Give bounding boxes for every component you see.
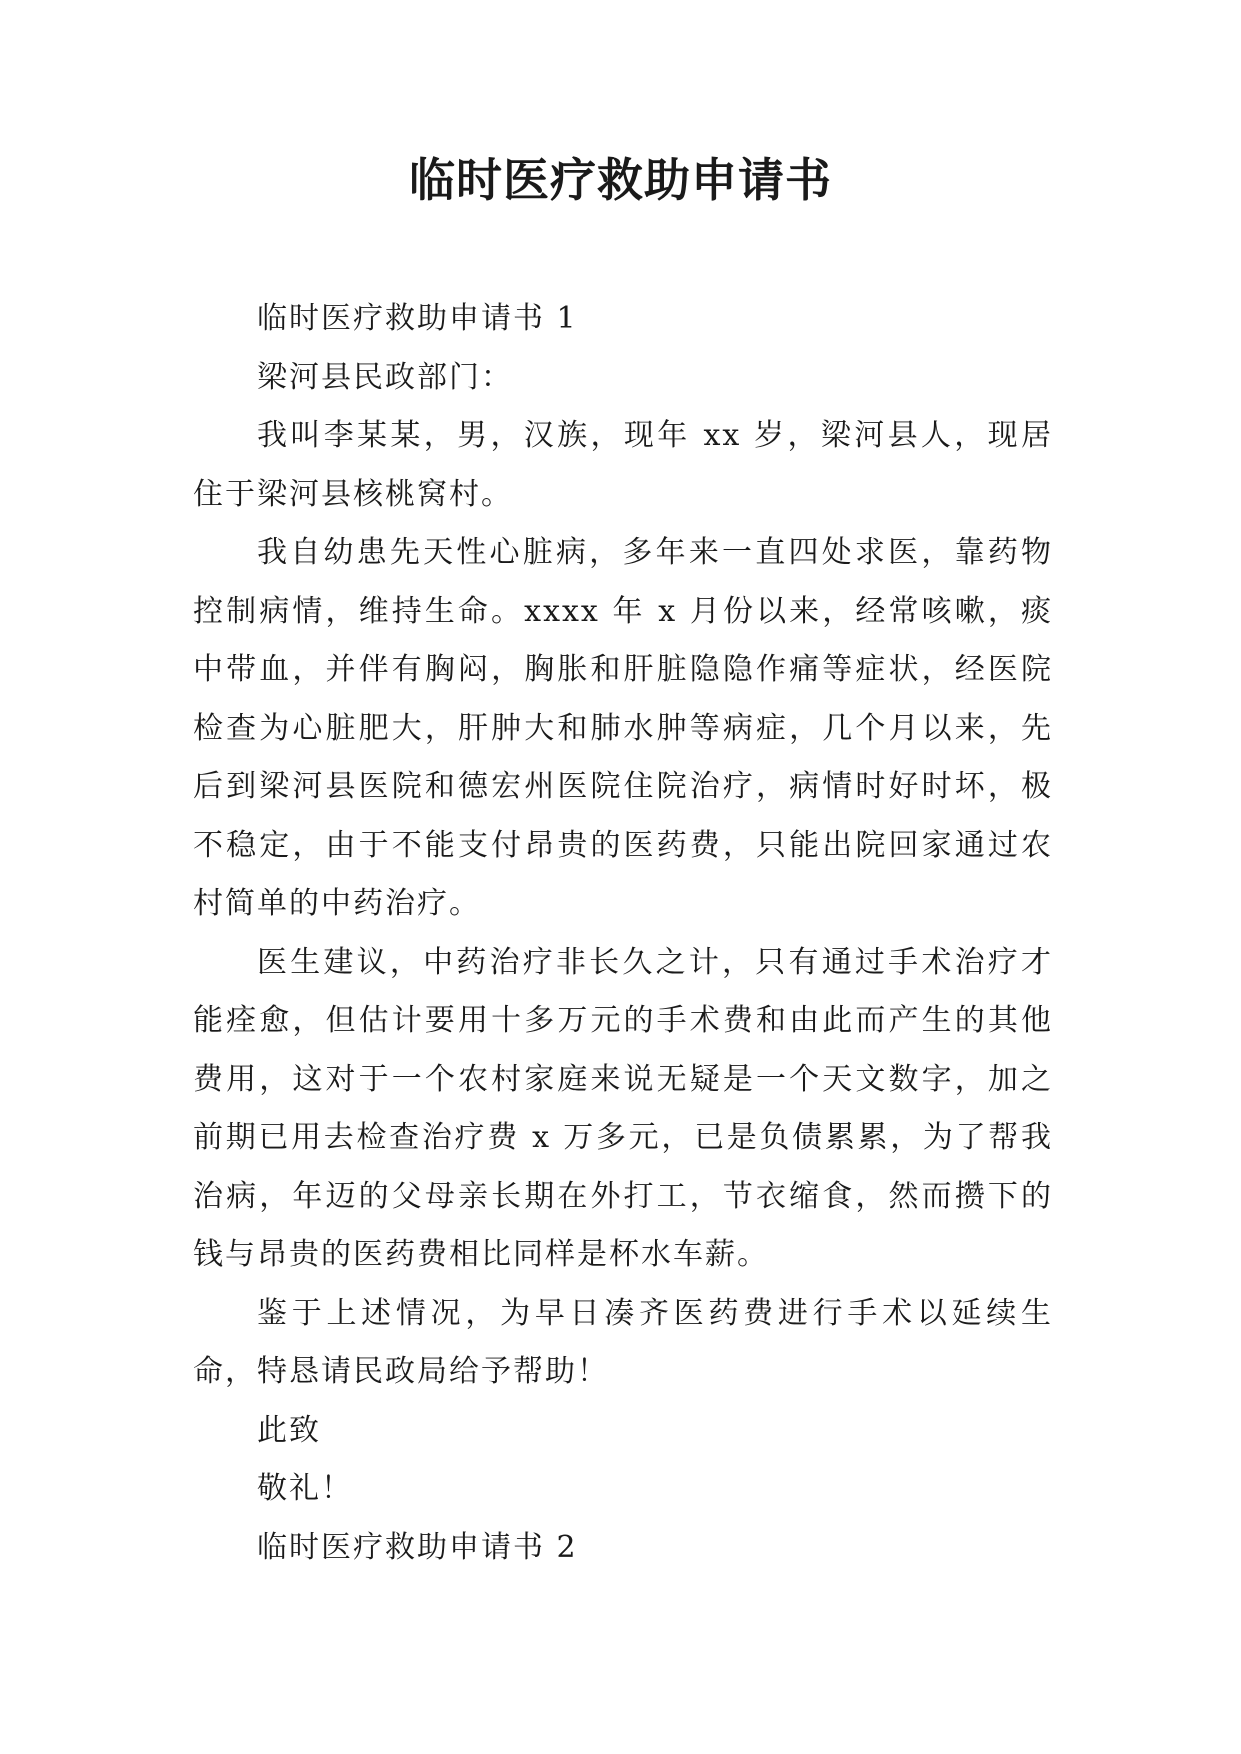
closing-line-2: 敬礼！ xyxy=(257,1471,353,1506)
document-title: 临时医疗救助申请书 xyxy=(409,153,832,207)
section-heading-2: 临时医疗救助申请书 2 xyxy=(257,1529,578,1565)
paragraph-4: 鉴于上述情况，为早日凑齐医药费进行手术以延续生命，特恳请民政局给予帮助！ xyxy=(193,1295,1053,1389)
document-body xyxy=(193,290,1053,1577)
closing-line-1: 此致 xyxy=(257,1412,321,1448)
paragraph-1: 我叫李某某，男，汉族，现年 xx 岁，梁河县人，现居住于梁河县核桃窝村。 xyxy=(193,418,1053,512)
salutation: 梁河县民政部门： xyxy=(257,359,513,395)
paragraph-3: 医生建议，中药治疗非长久之计，只有通过手术治疗才能痊愈，但估计要用十多万元的手术费和由此而产生的其他费用，这对于一个农村家庭来说无疑是一个天文数字，加之前期已用去检查治疗费 x 万多元，已是负债累累，为了帮我治病，年迈的父母亲长期在外打工，节衣缩食，然而攒下的钱与昂贵的医药费相比同样是杯水车薪。 xyxy=(193,944,1053,1272)
section-heading-1: 临时医疗救助申请书 1 xyxy=(257,301,578,336)
paragraph-2: 我自幼患先天性心脏病，多年来一直四处求医，靠药物控制病情，维持生命。xxxx 年 x 月份以来，经常咳嗽，痰中带血，并伴有胸闷，胸胀和肝脏隐隐作痛等症状，经医院检查为心脏肥大，肝肿大和肺水肿等病症，几个月以来，先后到梁河县医院和德宏州医院住院治疗，病情时好时坏，极不稳定，由于不能支付昂贵的医药费，只能出院回家通过农村简单的中药治疗。 xyxy=(193,535,1053,921)
